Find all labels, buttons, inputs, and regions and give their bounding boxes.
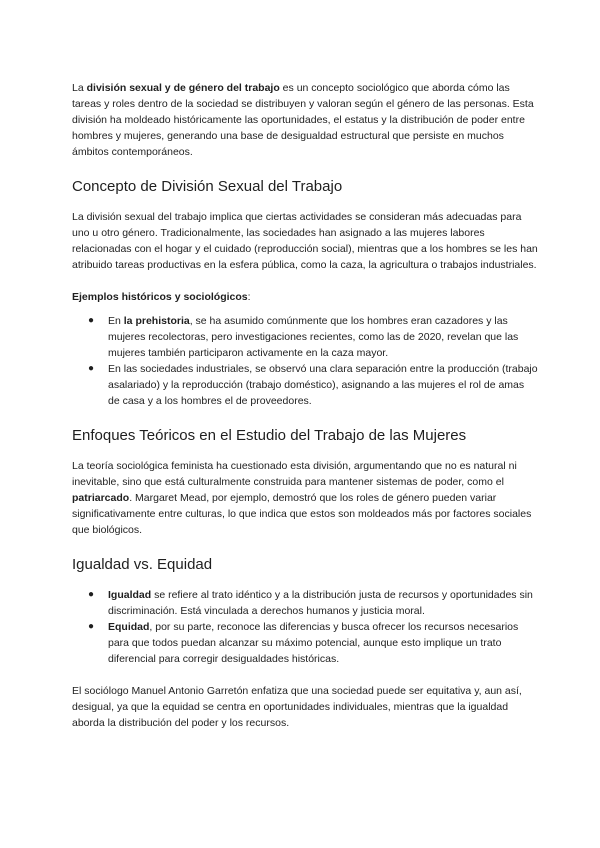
section3-heading: Igualdad vs. Equidad <box>72 556 213 573</box>
section3-paragraph: El sociólogo Manuel Antonio Garretón enfatiza que una sociedad puede ser equitativa y, aun así, desigual, ya que la equidad se centra en oportunidades individuales, mientras que la igualdad aborda la distribución del poder y los recursos. <box>72 685 522 729</box>
bullet-icon: ● <box>88 363 95 374</box>
equity-list <box>72 587 538 667</box>
intro-paragraph <box>72 80 538 160</box>
examples-colon: : <box>247 291 251 303</box>
bullet-icon: ● <box>88 315 95 326</box>
section2-heading: Enfoques Teóricos en el Estudio del Trabajo de las Mujeres <box>72 427 467 444</box>
intro-bold-term: división sexual y de género del trabajo <box>86 82 280 94</box>
list-item <box>88 587 538 619</box>
intro-text-1: La <box>72 82 87 94</box>
list-item <box>88 619 538 667</box>
section2-paragraph <box>72 458 538 538</box>
examples-list <box>72 313 538 409</box>
section2-text-2: . Margaret Mead, por ejemplo, demostró que los roles de género pueden variar significativamente entre culturas, lo que indica que estos son moldeados más por factores sociales que biológicos. <box>72 492 532 536</box>
igualdad-text: se refiere al trato idéntico y a la distribución justa de recursos y oportunidades sin discriminación. Está vinculada a derechos humanos y justicia moral. <box>108 589 533 617</box>
igualdad-bold: Igualdad <box>108 589 152 601</box>
bullet-icon: ● <box>88 621 95 632</box>
section1-paragraph: La división sexual del trabajo implica que ciertas actividades se consideran más adecuadas para uno u otro género. Tradicionalmente, las sociedades han asignado a las mujeres labores relacionadas con el hogar y el cuidado (reproducción social), mientras que a los hombres se les han atribuido tareas productivas en la esfera pública, como la caza, la agricultura o trabajos industriales. <box>72 211 538 271</box>
bullet1-text-1: En <box>108 315 124 327</box>
list-item <box>88 313 538 361</box>
bullet1-bold: la prehistoria <box>123 315 190 327</box>
list-item <box>88 361 538 409</box>
bullet2-text: En las sociedades industriales, se observó una clara separación entre la producción (trabajo asalariado) y la reproducción (trabajo doméstico), asignando a las mujeres el rol de amas de casa y a los hombres el de proveedores. <box>108 363 538 407</box>
equidad-bold: Equidad <box>108 621 150 633</box>
intro-text-2: es un concepto sociológico que aborda cómo las tareas y roles dentro de la sociedad se distribuyen y valoran según el género de las personas. Esta división ha moldeado históricamente las oportunidades, el estatus y la distribución de poder entre hombres y mujeres, generando una base de desigualdad estructural que persiste en muchos ámbitos contemporáneos. <box>72 82 534 158</box>
section2-bold-term: patriarcado <box>72 492 130 504</box>
examples-title-bold: Ejemplos históricos y sociológicos <box>72 291 248 303</box>
bullet1-text-2: , se ha asumido comúnmente que los hombres eran cazadores y las mujeres recolectoras, pero investigaciones recientes, como las de 2020, revelan que las mujeres también participaron activamente en la caza mayor. <box>108 315 519 359</box>
equidad-text: , por su parte, reconoce las diferencias y busca ofrecer los recursos necesarios para que todos puedan alcanzar su máximo potencial, aunque esto implique un trato diferencial para corregir desigualdades históricas. <box>108 621 519 665</box>
section1-heading: Concepto de División Sexual del Trabajo <box>72 178 343 195</box>
section2-text-1: La teoría sociológica feminista ha cuestionado esta división, argumentando que no es natural ni inevitable, sino que está culturalmente construida para mantener sistemas de poder, como el <box>72 460 517 488</box>
examples-title <box>72 289 538 305</box>
bullet-icon: ● <box>88 589 95 600</box>
